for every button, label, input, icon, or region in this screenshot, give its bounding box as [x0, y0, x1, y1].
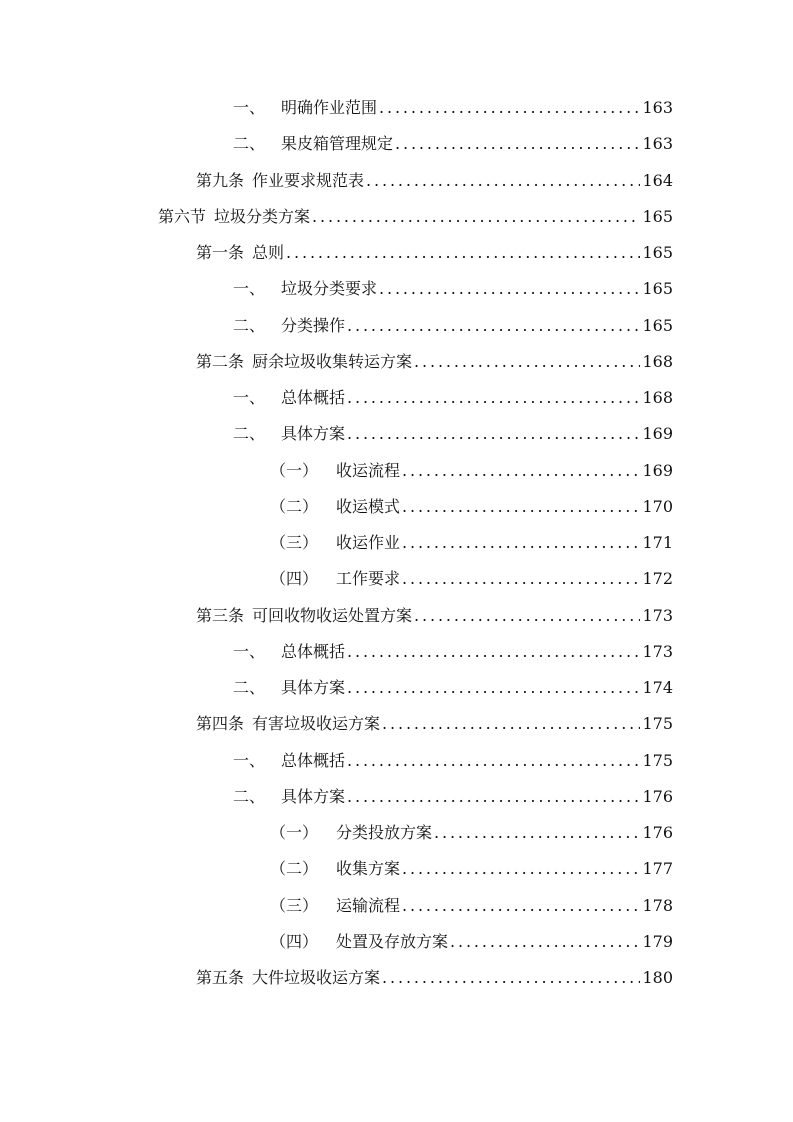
toc-entry-number: （四） — [270, 931, 319, 951]
toc-entry[interactable] — [196, 966, 673, 990]
toc-entry-page: 173 — [642, 605, 673, 625]
toc-leader-dots — [402, 567, 640, 591]
toc-entry-number: （三） — [270, 895, 319, 915]
toc-entry-number: 二、 — [233, 134, 266, 154]
toc-entry-title: 收运作业 — [336, 533, 401, 552]
toc-leader-dots — [402, 894, 640, 918]
toc-leader-dots — [414, 350, 640, 374]
toc-entry[interactable] — [233, 640, 673, 664]
toc-entry[interactable] — [233, 749, 673, 773]
toc-leader-dots — [347, 314, 640, 338]
toc-entry-title: 分类投放方案 — [336, 823, 433, 842]
toc-entry[interactable] — [196, 350, 673, 374]
toc-entry[interactable] — [233, 785, 673, 809]
toc-entry-title: 处置及存放方案 — [336, 931, 449, 951]
toc-entry-title: 分类操作 — [281, 315, 346, 335]
toc-entry[interactable] — [233, 422, 673, 446]
toc-entry[interactable] — [158, 205, 673, 229]
toc-entry-page: 163 — [642, 134, 673, 154]
toc-leader-dots — [395, 132, 640, 156]
toc-entry-number: 二、 — [233, 424, 266, 444]
toc-leader-dots — [402, 495, 640, 519]
toc-leader-dots — [450, 930, 640, 954]
toc-entry-number: 第三条 — [196, 605, 245, 625]
toc-entry[interactable] — [270, 567, 673, 591]
toc-entry-title: 收运模式 — [336, 496, 401, 516]
toc-entry[interactable] — [270, 459, 673, 483]
toc-leader-dots — [312, 205, 640, 229]
toc-entry-page: 180 — [642, 968, 673, 987]
toc-entry[interactable] — [270, 821, 673, 845]
toc-entry[interactable] — [196, 712, 673, 736]
toc-entry-number: 一、 — [233, 98, 266, 117]
toc-entry-title: 收集方案 — [336, 859, 401, 879]
toc-entry-title: 垃圾分类要求 — [281, 279, 378, 299]
toc-entry-title: 总体概括 — [281, 388, 346, 407]
toc-entry-number: （一） — [270, 823, 319, 842]
toc-entry-page: 173 — [642, 641, 673, 661]
toc-entry-title: 果皮箱管理规定 — [281, 134, 394, 154]
toc-entry-page: 179 — [642, 931, 673, 951]
toc-entry-number: 一、 — [233, 388, 266, 407]
toc-entry-number: 一、 — [233, 641, 266, 661]
toc-leader-dots — [347, 640, 640, 664]
toc-entry-number: （二） — [270, 496, 319, 516]
toc-entry-page: 176 — [642, 823, 673, 842]
toc-entry-page: 165 — [642, 206, 673, 226]
toc-entry[interactable] — [196, 241, 673, 265]
toc-entry-number: （一） — [270, 460, 319, 480]
toc-entry-page: 172 — [642, 569, 673, 589]
toc-entry[interactable] — [233, 314, 673, 338]
toc-entry-page: 165 — [642, 315, 673, 335]
toc-entry-number: （四） — [270, 569, 319, 589]
toc-entry[interactable] — [233, 676, 673, 700]
toc-entry[interactable] — [270, 531, 673, 555]
toc-leader-dots — [379, 277, 640, 301]
toc-entry-number: 二、 — [233, 678, 266, 697]
toc-leader-dots — [402, 459, 640, 483]
toc-entry-title: 总则 — [252, 243, 285, 262]
toc-entry-title: 具体方案 — [281, 424, 346, 444]
toc-leader-dots — [286, 241, 640, 265]
toc-leader-dots — [382, 712, 640, 736]
toc-entry-number: 第九条 — [196, 170, 245, 190]
toc-entry-page: 163 — [642, 98, 673, 117]
toc-entry-page: 168 — [642, 351, 673, 371]
toc-entry-number: （二） — [270, 859, 319, 879]
toc-leader-dots — [347, 749, 640, 773]
toc-entry-page: 168 — [642, 388, 673, 407]
toc-entry-page: 176 — [642, 786, 673, 806]
toc-entry-page: 170 — [642, 496, 673, 516]
toc-entry-number: 一、 — [233, 279, 266, 299]
toc-leader-dots — [347, 386, 640, 410]
toc-entry[interactable] — [270, 857, 673, 881]
toc-leader-dots — [402, 531, 640, 555]
toc-entry-title: 具体方案 — [281, 786, 346, 806]
toc-entry-page: 174 — [642, 678, 673, 697]
toc-entry[interactable] — [270, 495, 673, 519]
toc-entry-number: 二、 — [233, 315, 266, 335]
toc-entry-number: 二、 — [233, 786, 266, 806]
toc-entry[interactable] — [233, 132, 673, 156]
toc-entry-title: 工作要求 — [336, 569, 401, 589]
toc-entry[interactable] — [270, 894, 673, 918]
toc-entry-page: 177 — [642, 859, 673, 879]
toc-entry-number: 第一条 — [196, 243, 245, 262]
toc-entry-page: 169 — [642, 424, 673, 444]
toc-leader-dots — [347, 785, 640, 809]
toc-entry-number: 第二条 — [196, 351, 245, 371]
toc-entry[interactable] — [196, 604, 673, 628]
toc-entry-title: 可回收物收运处置方案 — [252, 605, 413, 625]
toc-leader-dots — [402, 857, 640, 881]
toc-entry[interactable] — [196, 169, 673, 193]
toc-entry-number: 第四条 — [196, 714, 245, 734]
toc-entry-page: 175 — [642, 714, 673, 734]
toc-entry-number: 一、 — [233, 750, 266, 770]
toc-entry-title: 运输流程 — [336, 895, 401, 915]
toc-leader-dots — [414, 604, 640, 628]
toc-entry-page: 165 — [642, 243, 673, 262]
toc-entry-number: （三） — [270, 533, 319, 552]
toc-entry-page: 175 — [642, 750, 673, 770]
toc-entry-number: 第五条 — [196, 968, 245, 987]
toc-leader-dots — [366, 169, 640, 193]
toc-entry[interactable] — [270, 930, 673, 954]
toc-entry[interactable] — [233, 277, 673, 301]
toc-leader-dots — [434, 821, 640, 845]
toc-entry[interactable] — [233, 386, 673, 410]
toc-entry-title: 收运流程 — [336, 460, 401, 480]
toc-entry-title: 厨余垃圾收集转运方案 — [252, 351, 413, 371]
toc-entry-number: 第六节 — [158, 206, 207, 226]
toc-leader-dots — [382, 966, 640, 990]
toc-entry-title: 大件垃圾收运方案 — [252, 968, 381, 987]
toc-entry-title: 具体方案 — [281, 678, 346, 697]
toc-entry-page: 165 — [642, 279, 673, 299]
toc-entry[interactable] — [233, 96, 673, 120]
toc-entry-page: 178 — [642, 895, 673, 915]
toc-leader-dots — [347, 422, 640, 446]
toc-entry-title: 总体概括 — [281, 750, 346, 770]
toc-leader-dots — [347, 676, 640, 700]
toc-entry-title: 作业要求规范表 — [252, 170, 365, 190]
toc-entry-title: 总体概括 — [281, 641, 346, 661]
toc-entry-title: 明确作业范围 — [281, 98, 378, 117]
toc-entry-title: 有害垃圾收运方案 — [252, 714, 381, 734]
toc-entry-title: 垃圾分类方案 — [214, 206, 311, 226]
toc-entry-page: 171 — [642, 533, 673, 552]
toc-entry-page: 164 — [642, 170, 673, 190]
toc-leader-dots — [379, 96, 640, 120]
toc-entry-page: 169 — [642, 460, 673, 480]
